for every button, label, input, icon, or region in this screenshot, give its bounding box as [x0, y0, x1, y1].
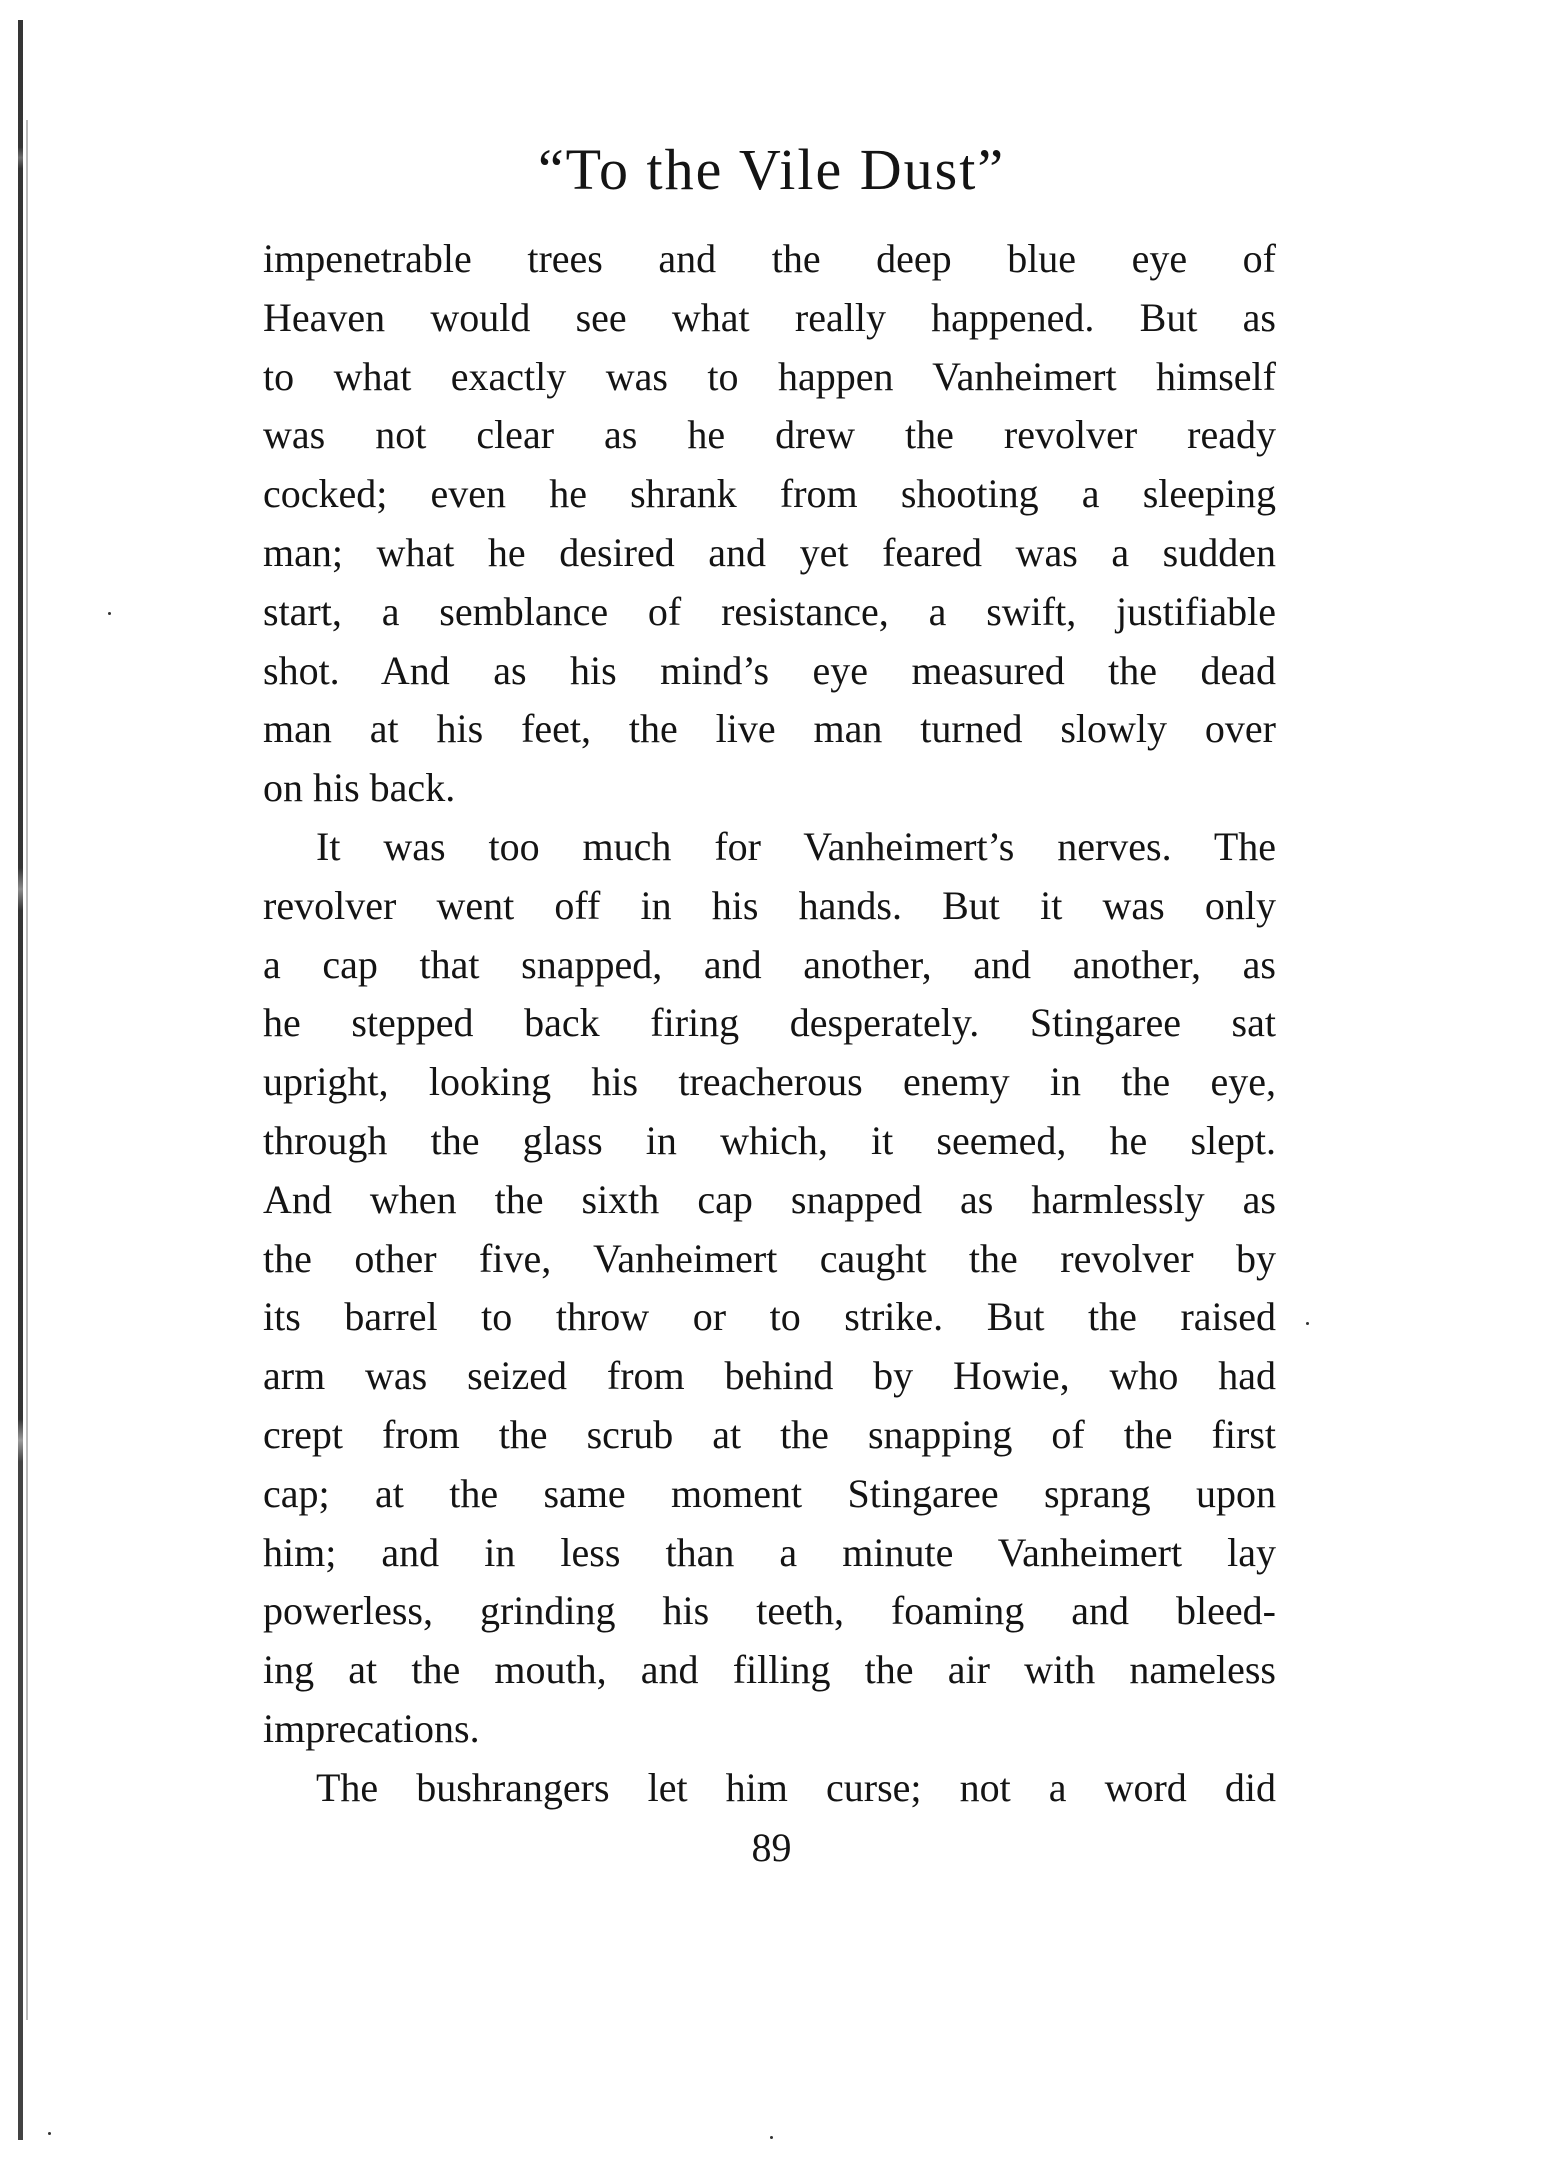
text-line: upright, looking his treacherous enemy in the eye, — [263, 1059, 1276, 1105]
text-line: through the glass in which, it seemed, he slept. — [263, 1117, 1276, 1163]
text-line: start, a semblance of resistance, a swift, justifiable — [263, 588, 1276, 634]
body-text — [263, 230, 1276, 1818]
text-line: It was too much for Vanheimert’s nerves. The — [316, 823, 1276, 869]
text-line: him; and in less than a minute Vanheimert lay — [263, 1529, 1276, 1575]
text-line: And when the sixth cap snapped as harmlessly as — [263, 1176, 1276, 1222]
text-line: arm was seized from behind by Howie, who had — [263, 1353, 1276, 1399]
text-line: The bushrangers let him curse; not a word did — [316, 1764, 1276, 1810]
page-binding-shadow — [26, 120, 28, 2020]
scan-speck — [108, 612, 111, 615]
text-line: revolver went off in his hands. But it was only — [263, 882, 1276, 928]
text-line: was not clear as he drew the revolver ready — [263, 412, 1276, 458]
text-line: on his back. — [263, 765, 456, 811]
text-line: shot. And as his mind’s eye measured the dead — [263, 647, 1276, 693]
text-line: man; what he desired and yet feared was a sudden — [263, 529, 1276, 575]
text-line: crept from the scrub at the snapping of the first — [263, 1411, 1276, 1457]
scan-speck — [770, 2136, 773, 2139]
scan-speck — [48, 2132, 51, 2135]
text-line: its barrel to throw or to strike. But the raised — [263, 1294, 1276, 1340]
text-line: he stepped back firing desperately. Stingaree sat — [263, 1000, 1276, 1046]
text-line: a cap that snapped, and another, and another, as — [263, 941, 1276, 987]
running-head: “To the Vile Dust” — [537, 137, 1006, 202]
text-line: ing at the mouth, and filling the air with nameless — [263, 1647, 1276, 1693]
text-line: cocked; even he shrank from shooting a sleeping — [263, 471, 1276, 517]
text-line: the other five, Vanheimert caught the revolver by — [263, 1235, 1276, 1281]
text-line: man at his feet, the live man turned slowly over — [263, 706, 1276, 752]
text-line: powerless, grinding his teeth, foaming and bleed- — [263, 1588, 1276, 1634]
text-line: impenetrable trees and the deep blue eye of — [263, 236, 1276, 281]
page-number: 89 — [751, 1825, 792, 1870]
text-line: Heaven would see what really happened. But as — [263, 294, 1276, 340]
text-line: imprecations. — [263, 1705, 480, 1751]
text-line: to what exactly was to happen Vanheimert himself — [263, 353, 1276, 399]
text-line: cap; at the same moment Stingaree sprang upon — [263, 1470, 1276, 1516]
scan-speck — [1306, 1322, 1309, 1325]
